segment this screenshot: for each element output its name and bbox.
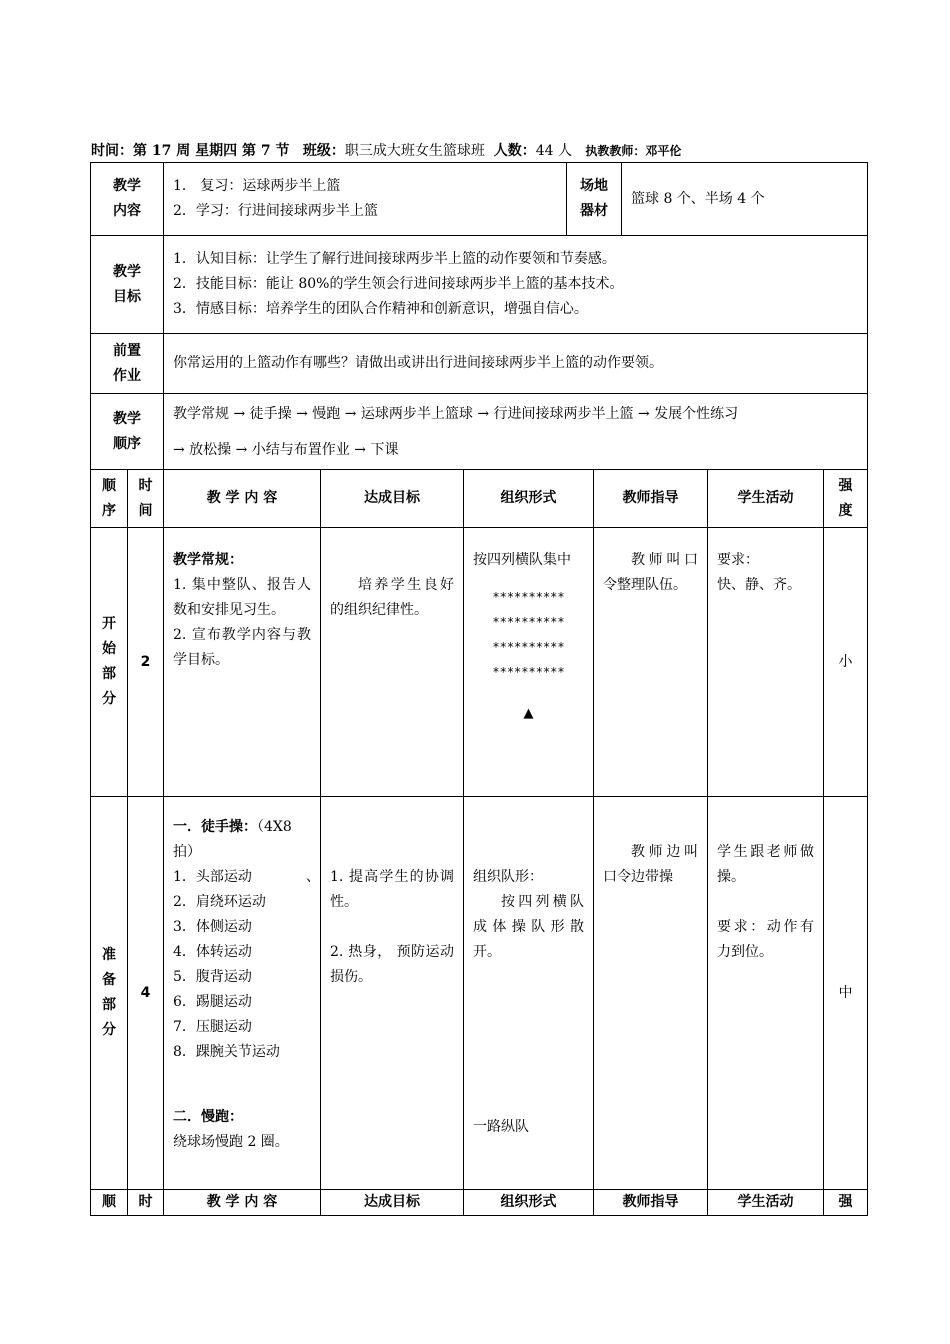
prep-teacher: 教师边叫口令边带操 xyxy=(594,797,708,1190)
content-line: 1． 复习：运球两步半上篮 xyxy=(173,178,341,194)
prep-student-line: 要求：动作有力到位。 xyxy=(717,919,814,960)
count-value: 44 人 xyxy=(535,143,572,159)
col-org: 组织形式 xyxy=(464,470,594,528)
goal-row xyxy=(91,236,868,334)
start-intensity: 小 xyxy=(824,528,868,797)
prep-org xyxy=(464,797,594,1190)
prep-content xyxy=(164,797,321,1190)
prep-part1-title: 一．徒手操： xyxy=(173,819,257,835)
repeat-header-row xyxy=(91,1190,868,1216)
content-line: 2．学习：行进间接球两步半上篮 xyxy=(173,203,378,219)
col-student: 学生活动 xyxy=(708,1190,824,1216)
formation-row: ********** xyxy=(492,640,565,654)
prep-intensity: 中 xyxy=(824,797,868,1190)
prework-value: 你常运用的上篮动作有哪些？请做出或讲出行进间接球两步半上篮的动作要领。 xyxy=(164,334,868,394)
order-line: → 放松操 → 小结与布置作业 → 下课 xyxy=(173,441,399,458)
start-goal: 培养学生良好的组织纪律性。 xyxy=(321,528,464,797)
col-content: 教 学 内 容 xyxy=(164,1190,321,1216)
col-content: 教 学 内 容 xyxy=(164,470,321,528)
order-row xyxy=(91,394,868,470)
col-teacher: 教师指导 xyxy=(594,470,708,528)
content-label: 教学 内容 xyxy=(91,163,164,236)
goal-line: 3．情感目标：培养学生的团队合作精神和创新意识，增强自信心。 xyxy=(173,301,588,317)
exercise-item: 2．肩绕环运动 xyxy=(173,894,266,910)
venue-label: 场地 器材 xyxy=(567,163,622,236)
col-time: 时 间 xyxy=(128,470,164,528)
order-line: 教学常规 → 徒手操 → 慢跑 → 运球两步半上篮球 → 行进间接球两步半上篮 → 发展个性练习 xyxy=(173,405,739,422)
prep-minutes: 4 xyxy=(128,797,164,1190)
count-label: 人数： xyxy=(493,143,536,159)
stray-mark: 、 xyxy=(306,869,320,885)
col-student: 学生活动 xyxy=(708,470,824,528)
prep-org-text: 按四列横队成体操队形散开。 xyxy=(473,894,584,960)
teacher-position-icon: ▲ xyxy=(523,706,534,721)
formation-row: ********** xyxy=(492,615,565,629)
start-section-row xyxy=(91,528,868,797)
prep-part2-text: 绕球场慢跑 2 圈。 xyxy=(173,1134,289,1150)
col-intensity: 强 度 xyxy=(824,470,868,528)
prep-part1-note: （4X8拍） xyxy=(173,819,292,860)
prep-student-line: 学生跟老师做操。 xyxy=(717,844,814,885)
order-label: 教学 顺序 xyxy=(91,394,164,470)
exercise-item: 5．腹背运动 xyxy=(173,969,252,985)
exercise-item: 3．体侧运动 xyxy=(173,919,252,935)
time-label: 时间： xyxy=(91,143,133,159)
lesson-header xyxy=(91,140,871,160)
start-minutes: 2 xyxy=(128,528,164,797)
start-org-text: 按四列横队集中 xyxy=(473,552,571,568)
col-goal: 达成目标 xyxy=(321,470,464,528)
column-header-row xyxy=(91,470,868,528)
goal-line: 2．技能目标：能让 80%的学生领会行进间接球两步半上篮的基本技术。 xyxy=(173,276,624,292)
prep-goal-item: 2. 热身， 预防运动损伤。 xyxy=(330,944,454,985)
start-content-item: 1. 集中整队、报告人数和安排见习生。 xyxy=(173,577,311,618)
exercise-item: 4．体转运动 xyxy=(173,944,252,960)
lesson-process-table xyxy=(90,469,868,1216)
prework-label: 前置 作业 xyxy=(91,334,164,394)
goal-cell xyxy=(164,236,868,334)
prep-org-title: 组织队形： xyxy=(473,869,543,885)
prep-student xyxy=(708,797,824,1190)
content-row xyxy=(91,163,868,236)
start-org xyxy=(464,528,594,797)
col-org: 组织形式 xyxy=(464,1190,594,1216)
class-value: 职三成大班女生篮球班 xyxy=(344,143,485,159)
prep-section-name: 准 备 部 分 xyxy=(91,797,128,1190)
class-label: 班级： xyxy=(302,143,345,159)
prework-row xyxy=(91,334,868,394)
start-student: 要求： 快、静、齐。 xyxy=(708,528,824,797)
order-cell xyxy=(164,394,868,470)
venue-value: 篮球 8 个、半场 4 个 xyxy=(622,163,868,236)
goal-line: 1．认知目标：让学生了解行进间接球两步半上篮的动作要领和节奏感。 xyxy=(173,251,616,267)
col-teacher: 教师指导 xyxy=(594,1190,708,1216)
prep-part2-title: 二．慢跑： xyxy=(173,1109,243,1125)
start-section-name: 开 始 部 分 xyxy=(91,528,128,797)
col-time: 时 xyxy=(128,1190,164,1216)
exercise-item: 1．头部运动 xyxy=(173,869,252,885)
col-seq: 顺 xyxy=(91,1190,128,1216)
start-content-title: 教学常规： xyxy=(173,552,243,568)
formation-row: ********** xyxy=(492,590,565,604)
formation-row: ********** xyxy=(492,665,565,679)
col-intensity: 强 xyxy=(824,1190,868,1216)
start-content-item: 2. 宣布教学内容与教学目标。 xyxy=(173,627,311,668)
prep-goal xyxy=(321,797,464,1190)
prep-goal-item: 1. 提高学生的协调性。 xyxy=(330,869,454,910)
teacher-name: 执教教师：邓平伦 xyxy=(585,144,682,158)
col-goal: 达成目标 xyxy=(321,1190,464,1216)
exercise-item: 7．压腿运动 xyxy=(173,1019,252,1035)
start-teacher: 教师叫口令整理队伍。 xyxy=(594,528,708,797)
prep-section-row xyxy=(91,797,868,1190)
exercise-item: 8．踝腕关节运动 xyxy=(173,1044,280,1060)
goal-label: 教学 目标 xyxy=(91,236,164,334)
exercise-item: 6．踢腿运动 xyxy=(173,994,252,1010)
content-cell xyxy=(164,163,567,236)
lesson-info-table xyxy=(90,162,868,470)
week-value: 第 17 周 星期四 第 7 节 xyxy=(133,143,290,159)
prep-org-run: 一路纵队 xyxy=(473,1119,529,1135)
start-content xyxy=(164,528,321,797)
col-seq: 顺 序 xyxy=(91,470,128,528)
